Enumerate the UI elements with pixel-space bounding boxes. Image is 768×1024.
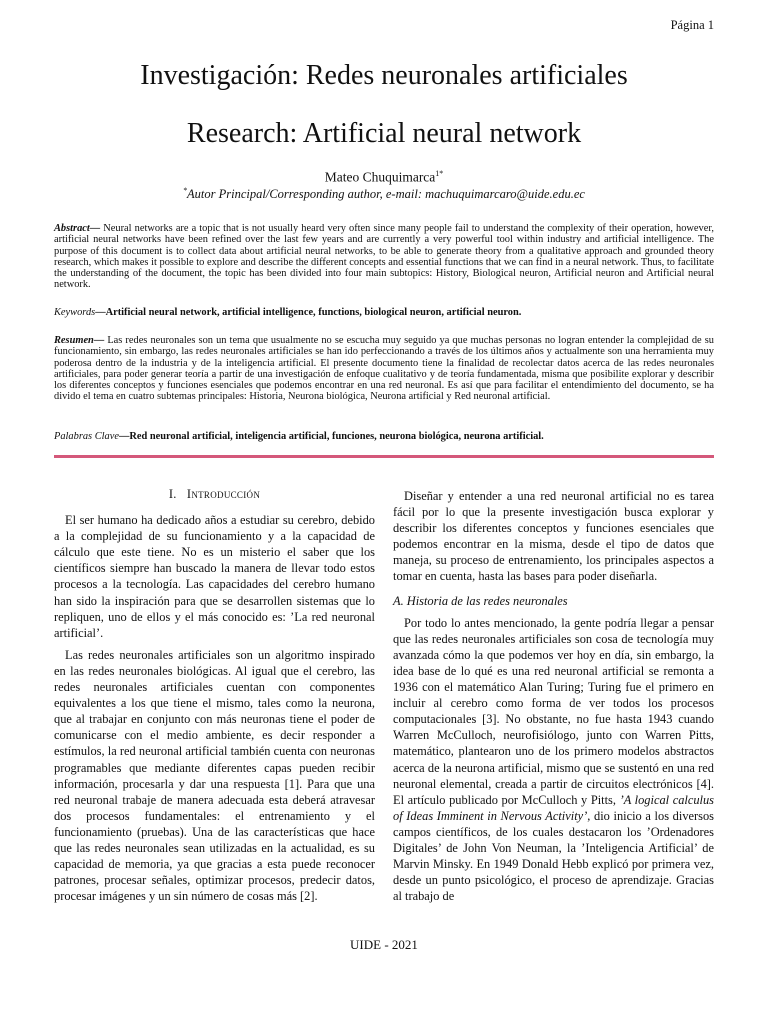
paragraph: El ser humano ha dedicado años a estudiar su cerebro, debido a la complejidad de su funcionamiento y a la capacidad de cálculo que este tiene. No es un misterio el saber que los científicos siempre han buscado la manera de llevar todo estos procesos a la tecnología. Las capacidades del cerebro humano han sido la inspiración para que se desarrollen sistemas que lo repliquen, uno de ellos y el más conocido es: ’La red neuronal artificial’. [54, 513, 375, 640]
author-line [0, 169, 768, 186]
paragraph [393, 615, 714, 905]
abstract-spanish [54, 335, 714, 403]
keywords-text: —Artificial neural network, artificial intelligence, functions, biological neuron, artificial neuron. [95, 307, 522, 318]
title-spanish: Investigación: Redes neuronales artificiales [140, 60, 628, 91]
right-column [393, 488, 714, 910]
subsection-heading-historia: A. Historia de las redes neuronales [393, 593, 568, 608]
section-title: Introducción [186, 487, 261, 501]
left-column [54, 486, 375, 910]
section-divider [54, 455, 714, 458]
abstract-english [54, 223, 714, 291]
page-footer: UIDE - 2021 [350, 937, 418, 952]
affiliation-marker: * [183, 186, 188, 195]
paragraph-text: Por todo lo antes mencionado, la gente podría llegar a pensar que las redes neuronales artificiales son cosa de tecnología muy avanzada cómo la que podemos ver hoy en día, sin embargo, la idea base de lo qué es una red neuronal artificial se remonta a 1936 con el matemático Alan Turing; Turing fue el primero en incluir al cerebro como forma de ver todos los procesos computacionales [3]. No obstante, no fue hasta 1943 cuando Warren McCulloch, neurofisiólogo, junto con Warren Pitts, matemático, plantearon uno de los primero modelos abstractos acerca de la neurona artificial, mismo que se sustentó en una red neuronal elemental, creada a partir de circuitos electrónicos [4]. El artículo publicado por McCulloch y Pitts, [393, 615, 714, 807]
author-marker: 1* [435, 169, 444, 178]
affiliation-text: Autor Principal/Corresponding author, e-mail: machuquimarcaro@uide.edu.ec [187, 187, 585, 202]
author-name: Mateo Chuquimarca [324, 169, 436, 185]
resumen-label: Resumen— [54, 335, 105, 346]
palabras-clave-label: Palabras Clave [54, 431, 119, 442]
author-affiliation [0, 186, 768, 202]
page-number: Página 1 [670, 18, 714, 32]
abstract-text: Neural networks are a topic that is not usually heard very often since many people fail to understand the complexity of their operation, however, artificial neural networks have been refined over the last few years and are currently a very powerful tool within industry and artificial intelligence. The purpose of this document is to collect data about artificial neural networks, to be able to generate theory from a qualitative approach and grounded theory research, which makes it possible to explore and describe the different concepts and essential functions that we can find in a neural network. Thus, to facilitate the understanding of the document, the topic has been divided into four main subtopics: History, Biological neuron, Artificial neuron and Artificial neural network. [54, 223, 714, 291]
keywords-label: Keywords [54, 307, 96, 318]
resumen-text: Las redes neuronales son un tema que usualmente no se escucha muy seguido ya que muchas personas no logran entender la complejidad de su funcionamiento, sin embargo, las redes neuronales artificiales se han ido perfeccionando a través de los últimos años y actualmente son una herramienta muy poderosa dentro de la industria y de la inteligencia artificial. El presente documento tiene la finalidad de recolectar datos acerca de las redes neuronales artificiales, para poder generar teoría a partir de una investigación de enfoque cualitativo y de teoría fundamentada, misma que posibilite explorar y describir los diferentes conceptos y funciones esenciales que podemos encontrar en una red neuronal. Es así que para facilitar el entendimiento del documento, se ha divido el tema en cuatro subtemas principales: Historia, Neurona biológica, Neurona artificial y Red neuronal artificial. [54, 335, 714, 403]
title-english: Research: Artificial neural network [186, 118, 582, 149]
paragraph: Las redes neuronales artificiales son un algoritmo inspirado en las redes neuronales biológicas. Al igual que el cerebro, las redes neuronales artificiales cuentan con componentes equivalentes a los que tiene el mismo, tales como la neurona, que al trabajar en conjunto con más neuronas tiene el poder de comunicarse con el medio ambiente, es decir responder a estímulos, la red neuronal artificial también cuenta con neuronas programables que mediante diferentes capas pueden recibir información, procesarla y dar una respuesta [1]. Para que una red neuronal trabaje de manera adecuada esta deberá atravesar dos procesos fundamentales: el entrenamiento y el funcionamiento (pruebas). Una de las características que hace que las redes neuronales sean utilizadas en la actualidad, es su capacidad de memoria, ya que gracias a esta puede reconocer patrones, procesar señales, optimizar procesos, predecir datos, procesar imágenes y un sin número de cosas más [2]. [54, 647, 375, 904]
paragraph-text: , dio inicio a los diversos campos científicos, de los cuales destacaron los ’Ordenadores Digitales’ de John Von Neuman, la ’Inteligencia Artificial’ de Marvin Minsky. En 1949 Donald Hebb explicó por primera vez, desde un punto psicológico, el proceso de aprendizaje. Gracias al trabajo de [393, 808, 714, 904]
article-title: ’A logical calculus of Ideas Imminent in Nervous Activity’ [393, 792, 714, 823]
abstract-label: Abstract— [54, 223, 101, 234]
keywords-english [54, 307, 714, 318]
paragraph: Diseñar y entender a una red neuronal artificial no es tarea fácil por lo que la presente investigación busca explorar y describir los diferentes conceptos y funciones esenciales que podemos encontrar en la misma, desde el tipo de datos que maneja, su proceso de entrenamiento, los principales aspectos a tomar en cuenta, hasta las bases para poder diseñarla. [393, 489, 714, 584]
section-number: I. [168, 487, 177, 501]
palabras-clave-text: —Red neuronal artificial, inteligencia artificial, funciones, neurona biológica, neurona artificial. [118, 431, 544, 442]
section-heading-introduccion [54, 486, 375, 502]
keywords-spanish [54, 431, 714, 442]
